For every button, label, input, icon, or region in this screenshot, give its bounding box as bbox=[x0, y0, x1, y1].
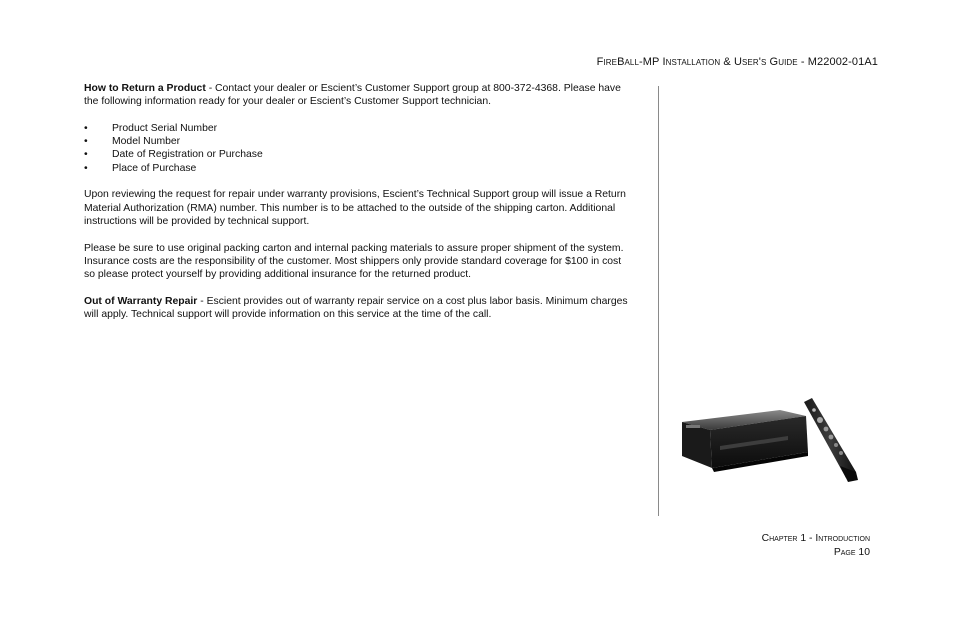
bullet-icon: • bbox=[84, 122, 88, 134]
list-item-text: Place of Purchase bbox=[112, 162, 197, 174]
out-of-warranty-text: - Escient provides out of warranty repair service on a cost plus labor basis. Minimum charges will apply. Technical support will provide information on this service at the time of the call. bbox=[84, 295, 628, 321]
list-item-text: Date of Registration or Purchase bbox=[112, 149, 263, 161]
list-item-text: Model Number bbox=[112, 136, 181, 148]
running-header: FireBall-MP Installation & User's Guide - M22002-01A1 bbox=[596, 56, 878, 68]
list-item bbox=[84, 148, 632, 161]
product-image bbox=[676, 396, 862, 488]
page-number: Page 10 bbox=[833, 547, 870, 558]
out-of-warranty-paragraph bbox=[84, 295, 632, 322]
main-content bbox=[84, 82, 632, 335]
chapter-label: Chapter 1 - Introduction bbox=[761, 533, 870, 544]
remote-control-illustration bbox=[804, 398, 858, 482]
packing-paragraph: Please be sure to use original packing carton and internal packing materials to assure proper shipment of the system. Insurance costs are the responsibility of the customer. Most shippers only provide standard coverage for $100 in cost so please protect yourself by providing additional insurance for the returned product. bbox=[84, 242, 624, 281]
bullet-icon: • bbox=[84, 162, 88, 174]
return-paragraph bbox=[84, 82, 632, 109]
out-of-warranty-heading: Out of Warranty Repair bbox=[84, 295, 198, 307]
list-item bbox=[84, 122, 632, 135]
list-item bbox=[84, 135, 632, 148]
list-item-text: Product Serial Number bbox=[112, 122, 218, 134]
rma-paragraph: Upon reviewing the request for repair under warranty provisions, Escient’s Technical Support group will issue a Return Material Authorization (RMA) number. This number is to be attached to the outside of the shipping carton. Additional instructions will be provided by technical support. bbox=[84, 189, 626, 227]
return-text: - Contact your dealer or Escient’s Customer Support group at 800-372-4368. Please have the following information ready for your dealer or Escient’s Customer Support technician. bbox=[84, 83, 621, 108]
fireball-unit-illustration bbox=[682, 410, 808, 472]
return-heading: How to Return a Product bbox=[84, 83, 206, 94]
info-list bbox=[84, 122, 632, 175]
list-item bbox=[84, 162, 632, 175]
page-footer bbox=[762, 532, 870, 560]
bullet-icon: • bbox=[84, 149, 88, 161]
bullet-icon: • bbox=[84, 136, 88, 148]
column-divider bbox=[658, 86, 659, 516]
